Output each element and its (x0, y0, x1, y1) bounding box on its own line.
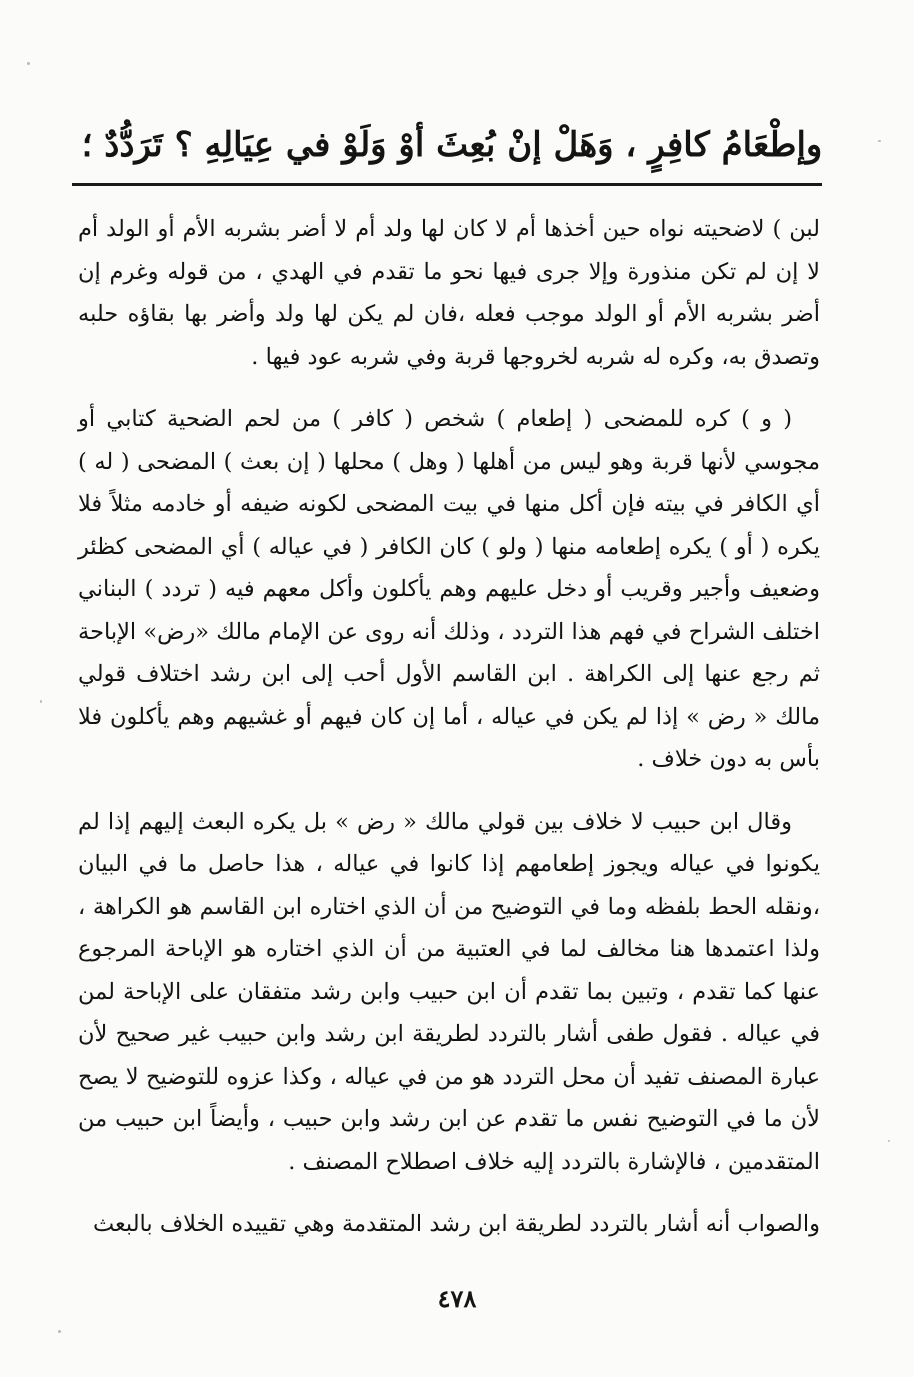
header-rule (72, 183, 822, 186)
paragraph: والصواب أنه أشار بالتردد لطريقة ابن رشد المتقدمة وهي تقييده الخلاف بالبعث (92, 1211, 820, 1237)
scan-speck (888, 1140, 890, 1142)
page-header-title: وإطْعَامُ كافِرٍ ، وَهَلْ إنْ بُعِثَ أوْ وَلَوْ في عِيَالِهِ ؟ تَرَدُّدٌ ؛ (81, 125, 823, 165)
paragraph: ( و ) كره للمضحى ( إطعام ) شخص ( كافر ) من لحم الضحية كتابي أو مجوسي لأنها قربة وهو ليس من أهلها ( وهل ) محلها ( إن بعث ) المضحى ( له ) أي الكافر في بيته فإن أكل منها في بيت المضحى لكونه ضيفه أو خادمه مثلاً فلا يكره ( أو ) يكره إطعامه منها ( ولو ) كان الكافر ( في عياله ) أي المضحى كظئر وضعيف وأجير وقريب أو دخل عليهم وهم يأكلون وأكل معهم فيه ( تردد ) البناني اختلف الشراح في فهم هذا التردد ، وذلك أنه روى عن الإمام مالك «رض» الإباحة ثم رجع عنها إلى الكراهة . ابن القاسم الأول أحب إلى ابن رشد اختلاف قولي مالك « رض » إذا لم يكن في عياله ، أما إن كان فيهم أو غشيهم وهم يأكلون فلا بأس به دون خلاف . (78, 406, 820, 772)
commentary-body (78, 208, 820, 1246)
paragraph: لبن ) لاضحيته نواه حين أخذها أم لا كان لها ولد أم لا أضر بشربه الأم أو الولد أم لا إن لم تكن منذورة وإلا جرى فيها نحو ما تقدم في الهدي ، من قوله وغرم إن أضر بشربه الأم أو الولد موجب فعله ،فان لم يكن لها ولد وأضر بها بقاؤه حلبه وتصدق به، وكره له شربه لخروجها قربة وفي شربه عود فيها . (78, 216, 820, 370)
scan-speck (40, 700, 42, 703)
paragraph: وقال ابن حبيب لا خلاف بين قولي مالك « رض » بل يكره البعث إليهم إذا لم يكونوا في عياله ويجوز إطعامهم إذا كانوا في عياله ، هذا حاصل ما في البيان ،ونقله الحط بلفظه وما في التوضيح من أن الذي اختاره ابن القاسم هو الكراهة ، ولذا اعتمدها هنا مخالف لما في العتبية من أن الذي اختاره هو الإباحة المرجوع عنها كما تقدم ، وتبين بما تقدم أن ابن حبيب وابن رشد متفقان على الإباحة لمن في عياله . فقول طفى أشار بالتردد لطريقة ابن رشد وابن حبيب غير صحيح لأن عبارة المصنف تفيد أن محل التردد هو من في عياله ، وكذا عزوه للتوضيح لا يصح لأن ما في التوضيح نفس ما تقدم عن ابن رشد وابن حبيب ، وأيضاً ابن حبيب من المتقدمين ، فالإشارة بالتردد إليه خلاف اصطلاح المصنف . (78, 808, 820, 1175)
scan-speck (878, 140, 881, 142)
scan-speck (58, 1330, 61, 1333)
page-number: ٤٧٨ (437, 1284, 477, 1313)
scan-speck (27, 62, 30, 65)
